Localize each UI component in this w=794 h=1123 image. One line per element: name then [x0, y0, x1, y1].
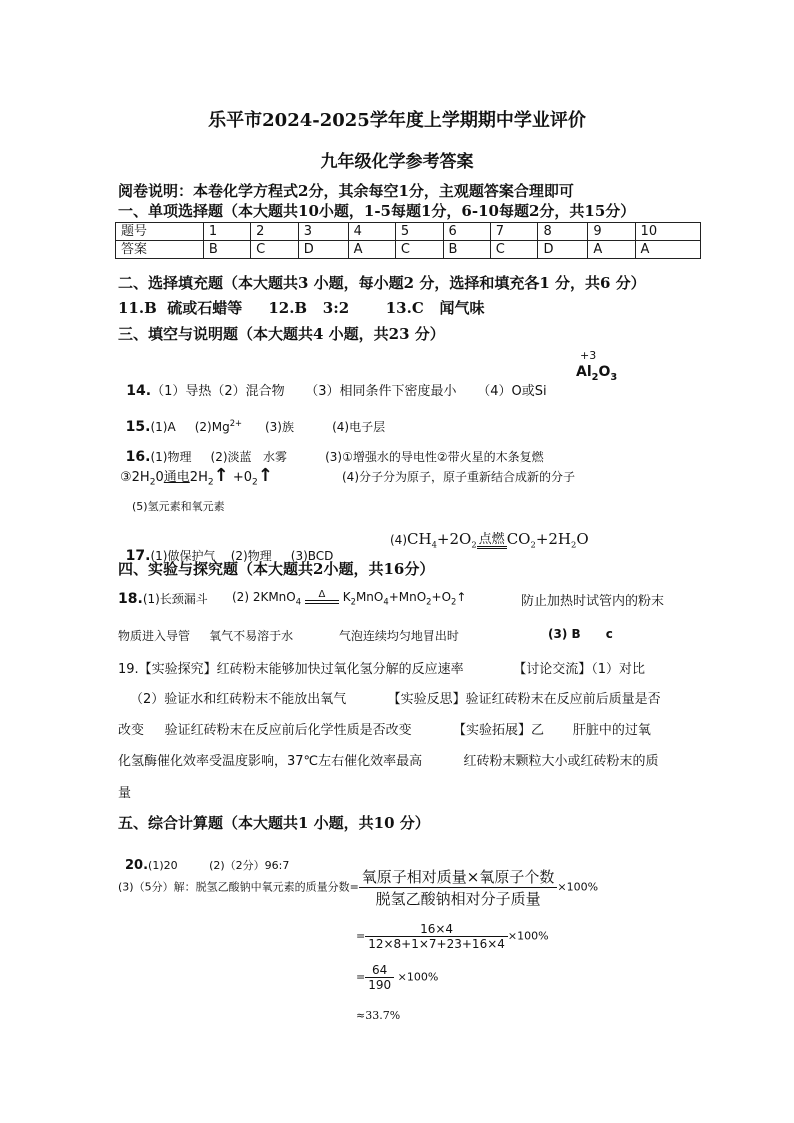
- ion-charge: 2+: [229, 418, 243, 428]
- q20-number: 20.: [125, 858, 149, 873]
- fraction-denominator: 12×8+1×7+23+16×4: [368, 937, 505, 951]
- q17-number: 17.: [125, 548, 151, 564]
- q16-text: (1)物理 (2)淡蓝 水雾 (3)①增强水的导电性②带火星的木条复燃: [150, 450, 544, 464]
- eq-part: CO: [506, 530, 531, 548]
- q15-part: (3)族 (4)电子层: [242, 420, 386, 434]
- q18-line1: [118, 590, 208, 607]
- eq-sub: 2: [149, 477, 156, 488]
- answer-cell: D: [298, 241, 348, 259]
- question-number: 9: [588, 223, 635, 241]
- section2-heading: 二、选择填充题（本大题共3 小题，每小题2 分，选择和填充各1 分，共6 分）: [118, 274, 646, 292]
- equals-sign: =: [356, 970, 366, 984]
- document-title: 乐平市2024-2025学年度上学期期中学业评价: [208, 110, 586, 131]
- section2-answers: 11.B 硫或石蜡等 12.B 3:2 13.C 闻气味: [118, 299, 485, 317]
- eq-part: O: [576, 530, 589, 548]
- formula-sub: 3: [610, 371, 618, 383]
- formula-part: O: [598, 364, 611, 380]
- q18-text: 防止加热时试管内的粉末: [521, 594, 665, 609]
- gas-arrow-icon: ↑: [257, 465, 273, 486]
- eq-sub: 2: [350, 596, 356, 607]
- q20-formula: [118, 866, 598, 909]
- eq-part: (4): [390, 533, 407, 547]
- grading-note: 阅卷说明：本卷化学方程式2分，其余每空1分，主观题答案合理即可: [118, 182, 574, 200]
- q14-valence: +3: [580, 349, 597, 362]
- calc-result: ≈33.7%: [356, 1009, 401, 1022]
- answer-cell: D: [538, 241, 588, 259]
- q18-part: (1)长颈漏斗: [142, 592, 208, 606]
- row-label: 题号: [116, 223, 204, 241]
- q16-line1: [118, 434, 544, 465]
- eq-sub: 2: [207, 477, 214, 488]
- q15-part: (1)A (2)Mg: [150, 420, 230, 434]
- q18-equation: [232, 590, 466, 606]
- equals-line: [305, 600, 339, 604]
- fraction-numerator: 64: [365, 963, 394, 978]
- question-number: 8: [538, 223, 588, 241]
- eq-part: +0: [228, 470, 253, 485]
- q20-prefix: (3)（5分）解：脱氢乙酸钠中氧元素的质量分数=: [118, 880, 359, 894]
- reaction-condition: 点燃: [478, 532, 505, 548]
- answer-cell: C: [490, 241, 538, 259]
- answer-cell: B: [203, 241, 250, 259]
- fraction-denominator: 脱氢乙酸钠相对分子质量: [375, 890, 541, 908]
- reaction-condition: 通电: [163, 470, 190, 485]
- formula-sub: 2: [591, 371, 599, 383]
- q19-line4: 化氢酶催化效率受温度影响，37℃左右催化效率最高 红砖粉末颗粒大小或红砖粉末的质: [118, 754, 659, 769]
- q19-line3: 改变 验证红砖粉末在反应前后化学性质是否改变 【实验拓展】乙 肝脏中的过氧: [118, 723, 651, 738]
- gas-arrow-icon: ↑: [456, 590, 467, 604]
- fraction-numerator: 16×4: [365, 922, 508, 937]
- answer-cell: C: [251, 241, 299, 259]
- answer-cell: A: [635, 241, 700, 259]
- eq-part: MnO: [355, 590, 384, 604]
- eq-part: +2O: [436, 530, 472, 548]
- question-number: 3: [298, 223, 348, 241]
- eq-part: (2) 2KMnO: [232, 590, 296, 604]
- q16-number: 16.: [125, 449, 151, 465]
- q16-equation: [120, 465, 273, 488]
- eq-part: +O: [431, 590, 452, 604]
- question-number: 2: [251, 223, 299, 241]
- q19-line2: （2）验证水和红砖粉末不能放出氧气 【实验反思】验证红砖粉末在反应前后质量是否: [130, 692, 661, 707]
- calc-step1: [356, 922, 549, 951]
- calc-step2: [356, 963, 438, 992]
- q16-part5: (5)氢元素和氧元素: [132, 500, 225, 513]
- reaction-condition-box: [305, 590, 339, 604]
- section5-heading: 五、综合计算题（本大题共1 小题，共10 分）: [118, 814, 430, 832]
- eq-part: CH: [407, 530, 432, 548]
- eq-part: +2H: [535, 530, 572, 548]
- eq-sub: 4: [431, 539, 437, 550]
- formula-part: Al: [576, 364, 592, 380]
- question-number: 6: [443, 223, 490, 241]
- eq-part: 0: [155, 470, 164, 485]
- q16-part4: (4)分子分为原子，原子重新结合成新的分子: [342, 470, 575, 484]
- q14-formula: [576, 364, 617, 383]
- q15-line: [118, 404, 385, 435]
- eq-sub: 2: [530, 539, 536, 550]
- question-number: 7: [490, 223, 538, 241]
- question-number: 5: [395, 223, 443, 241]
- percent-factor: ×100%: [507, 929, 549, 943]
- section4-heading: 四、实验与探究题（本大题共2小题，共16分）: [118, 560, 435, 578]
- q18-line2: 物质进入导管 氧气不易溶于水 气泡连续均匀地冒出时: [118, 629, 459, 643]
- gas-arrow-icon: ↑: [213, 465, 229, 486]
- eq-sub: 2: [451, 596, 457, 607]
- eq-sub: 2: [571, 539, 577, 550]
- fraction: [365, 922, 508, 951]
- question-number: 10: [635, 223, 700, 241]
- eq-part: 2H: [189, 470, 208, 485]
- row-label: 答案: [116, 241, 204, 259]
- table-row: [116, 241, 701, 259]
- eq-part: ③2H: [120, 470, 150, 485]
- percent-factor: ×100%: [397, 970, 439, 984]
- question-number: 4: [348, 223, 395, 241]
- eq-part: K: [342, 590, 351, 604]
- answer-cell: A: [588, 241, 635, 259]
- answer-cell: A: [348, 241, 395, 259]
- fraction: [359, 866, 558, 909]
- q15-number: 15.: [125, 419, 151, 435]
- q19-line1: 19.【实验探究】红砖粉末能够加快过氧化氢分解的反应速率 【讨论交流】（1）对比: [118, 662, 646, 677]
- eq-sub: 2: [426, 596, 432, 607]
- equals-sign: =: [356, 929, 366, 943]
- section1-heading: 一、单项选择题（本大题共10小题，1-5每题1分，6-10每题2分，共15分）: [118, 202, 636, 220]
- section3-heading: 三、填空与说明题（本大题共4 小题，共23 分）: [118, 325, 445, 343]
- answer-cell: C: [395, 241, 443, 259]
- eq-sub: 4: [383, 596, 389, 607]
- eq-sub: 4: [295, 596, 302, 607]
- q18-part3: (3) B c: [548, 627, 613, 641]
- eq-sub: 2: [252, 477, 258, 488]
- q19-line5: 量: [118, 786, 132, 801]
- fraction: [365, 963, 394, 992]
- q14-text: （1）导热（2）混合物 （3）相同条件下密度最小 （4）O或Si: [151, 384, 547, 399]
- question-number: 1: [203, 223, 250, 241]
- answer-table: [115, 222, 701, 259]
- q20-text: (1)20 (2)（2分）96:7: [148, 859, 290, 872]
- document-subtitle: 九年级化学参考答案: [320, 152, 474, 172]
- fraction-denominator: 190: [368, 978, 392, 992]
- eq-sub: 2: [471, 539, 477, 550]
- answer-cell: B: [443, 241, 490, 259]
- fraction-numerator: 氧原子相对质量×氧原子个数: [359, 866, 558, 888]
- q14-line: [118, 365, 547, 399]
- heat-symbol: Δ: [318, 589, 326, 601]
- q14-number: 14.: [126, 383, 152, 399]
- percent-factor: ×100%: [557, 880, 599, 894]
- q17-text: (1)做保护气 (2)物理 (3)BCD: [150, 549, 334, 563]
- q17-equation: [390, 530, 589, 549]
- table-row: [116, 223, 701, 241]
- q18-number: 18.: [118, 591, 143, 607]
- eq-part: +MnO: [388, 590, 427, 604]
